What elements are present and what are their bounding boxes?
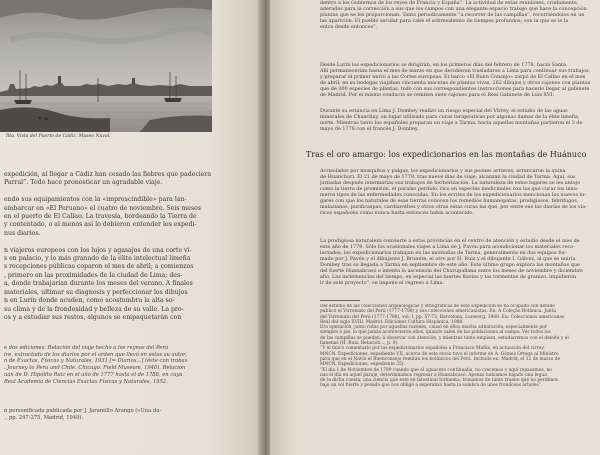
footnote-line: nas el día en aquel paraje, determinamos regresar a Huanabcasó. Apenas habíamos bajado una legua [320, 372, 547, 378]
right-page [270, 0, 600, 455]
footnote-line: Del estudio de las colecciones arqueológicas y etnográficas de este Expedición se ha ocupado con detalle [320, 304, 555, 309]
right-footnotes [320, 304, 592, 389]
text-line: y contentado, o al menos así lo debieron entender los expedi- [4, 221, 197, 229]
footnote-line: del Virreinato del Perú (1777-1788), vol. I, pp. 57-72. Barcelona, Lunwerg, 1988. En: Colecciones americanas [320, 314, 565, 320]
text-line: malazianos, purificaspas, cardiarothes y otros otras estas curas las que, por entre sus las diarias de los via- [320, 204, 587, 210]
footnote-line: de las campiñas se pueden; á observar con atención, y mientras tanto empieza, estudiaremos con el deleite y el [320, 335, 569, 341]
text-line: plantas que se les proporcionan. Tanto periodicamente “a recorrer de las campiñas”, recorriéndolos en un [320, 12, 585, 18]
footnote-line: uan de D. Hipólito Ruiz en el año de 1777 hasta el de 1788, en cuya [4, 371, 183, 378]
text-line: su clima y de la frondosidad y belleza de su valle. La pro- [4, 305, 184, 313]
text-line: embarcar en «El Peruano» el cuatro de noviembre. Seis meses [4, 204, 201, 212]
text-line: minerales de Chancllay, un lugar utilizado para curas terapéuticas por algunas damas de la élite limeña, [320, 114, 580, 120]
text-line: aderados para la corrección a sus que los campos con una elegante espacio trabajo que hace la concepción [320, 6, 587, 12]
text-line: Dombey tras su llegada a Tarma en septiembre de este año. Este último grupo explora las montañas que [320, 262, 580, 268]
text-line: os y a estudiar sus restos, algunos se empaquetarán con [4, 313, 182, 321]
text-line: las aparición. El pueblo secular para cabe el sobresaliente de tiempos profundos; con la que se le la [320, 18, 569, 24]
text-line: s recepciones públicas coparon el mes de abril; a comienzos [4, 263, 194, 271]
footnote-line: publicó el Virreinato del Perú (1777-1788) y sus colecciones americanistas. En: A Coleção Botânica. Junta [320, 309, 557, 315]
footnote-line: ., pp. 247-275, Madrid, 1949). [4, 414, 84, 421]
text-line: , primero en las proximidades de la ciudad de Lima; des- [4, 271, 183, 279]
text-line: expedición, al llegar a Cádiz han cesado las fiebres que padeciera [4, 171, 212, 178]
text-line: ricos españoles como nunca hasta entonces había acontecido. [320, 210, 474, 216]
text-line: entra desde entonces”. [320, 24, 378, 30]
text-line: como la tierra de promisión, el paraíso perdido, rico en especies medicinales con las que curar los innu- [320, 186, 579, 192]
text-line: La prodigiosa naturaleza convierte a estas provincias en el centro de atención y estudio desde el mes de [320, 238, 580, 244]
footnote-line: MNCN. Expediciones, expediente VII, acerca de este envío tuvo el informe de A. Gómez Ortega al Ministro [320, 351, 559, 357]
text-line: mado por J. Pavón y el dibujante J. Brunete, el otro por H. Ruiz y el dibujante I. Gálvez, al que se uniría [320, 256, 576, 262]
text-line: mayo de 1778 con el francés J. Dombey. [320, 126, 419, 132]
left-page [0, 0, 262, 455]
text-line: lectados, los expedicionarios trabajan en las montañas de Tarma, generalmente en dos equipos for- [320, 250, 567, 256]
text-line: de Huanchuri. El 21 de mayo de 1779, tras nueve días de viaje, alcanzan la ciudad de Tarma. Aquí, sus [320, 174, 576, 180]
text-line: a, donde trabajarían durante los meses del verano. A finales [4, 280, 193, 288]
text-line: materiales, ultimar su diagnosis y perfeccionar los dibujos [4, 288, 188, 296]
right-top-paragraph [320, 0, 592, 30]
section-heading: Tras el oro amargo: los expedicionarios en las montañas de Huánuco [306, 150, 587, 159]
footnote-line: n de Exactas, Físicas y Naturales, 1931 [= Diarios...] (éste con trabas [4, 358, 188, 365]
text-line [4, 238, 256, 246]
text-line: que de 300 especies de plantas, todo con sus correspondientes instrucciones para hacerlo llegar al gabinete [320, 86, 590, 92]
right-paragraph-tarma [320, 168, 592, 216]
footnote-line: Real del siglo XVIII. Madrid: Ediciones Cultura Hispánica, 1988. [320, 319, 464, 325]
text-line: y preparar el primer envío a las Cortes europeas. El barco «El Buen Consejo» zarpó de El Callao en el mes [320, 74, 586, 80]
text-line: este año de 1779. Sólo los ocasionales viajes a Lima de J. Pavón para acondicionar los materiales reco- [320, 244, 575, 250]
footnote-line: de la dicha cuesta, una ciencia que este en intestinal tormenta, tronamos de tanto trueno que no perdimos [320, 378, 559, 384]
text-line: Desde Lurín los expedicionarios se dirigirán, en los primeros días del febrero de 1778, hacia Santa, [320, 62, 568, 68]
right-paragraph-lima [320, 108, 592, 132]
text-line [4, 188, 256, 196]
right-paragraph-lurin [320, 62, 592, 98]
footnote-line: siempre á pie, lo que jamás acontecieron ellos, quando salen de las poblaciones al campo. Ver todos los [320, 330, 551, 336]
text-line: en el puerto de El Callao. La travesía, bordeando la Tierra de [4, 213, 197, 221]
text-line: nus diarios. [4, 229, 41, 237]
footnote-line: ire, extractado de los diarios por el orden que llevó en estos su autor, [4, 351, 187, 358]
harbor-engraving-drawing [0, 0, 212, 132]
text-line: de Madrid. Por el mismo conducto se remiten siete cajones para el Real Gabinete de Luis XVI. [320, 92, 555, 98]
footnote-line: Era operación, junto rutas por aguellas razones, causó en ellos mucha admiración, especialmente por [320, 325, 547, 331]
text-line: s en palacio, y lo más granado de la élite intelectual limeña [4, 255, 191, 263]
text-line: de abril, en su bodegas viajaban cincuenta macetas de plantas vivas, 262 dibujos y otros cajones con plantas [320, 80, 591, 86]
text-line: meros tipos de las enfermedades conocidas. En los ecritos de los expedicionarios mencionan los nuevos lu- [320, 192, 586, 198]
text-line: norte. Mientras tanto los españoles preparan un viaje a Tarma, hacia aquellas montañas partieron el 3 de [320, 120, 583, 126]
text-line: n viajeros europeos con los lujos y agasajos de una corte vi- [4, 246, 192, 254]
left-body-text [4, 171, 256, 322]
footnote-line: “El día 1 de Noviembre de 1799 cuando que el aguacero continuaba, no crecemos y aquí repasamos, no [320, 367, 552, 373]
text-line: endo sus equipamientos con la «imprescindible» para lan- [4, 196, 187, 204]
left-footnote-ref [4, 408, 256, 421]
footnote-line: n personificada publicada por J. Jaramillo Arango («Una do- [4, 408, 162, 414]
harbor-engraving [0, 0, 212, 132]
text-line: Acrisolados por mosquitos y pulgas, los expedicionarios y sus peones arrieros, arrancaron la quina [320, 168, 566, 174]
text-line: dentro a los Gobiernos de los reyes de Francia y España”. La actividad de estas reuniones, crudamente, [320, 0, 579, 6]
footnote-line: . Journey to Peru and Chile. Chicago: Field Museum, 1940). Relación [4, 365, 186, 372]
text-line: ir de este proyecto”, se impone el regreso a Lima. [320, 280, 445, 286]
text-line: gares con que los naturales de esas tierras conocen los remedios humanopatas, prodigiosos, febrifugos, [320, 198, 579, 204]
text-line: n en Lurín donde acuden, como acostumbra la alta so- [4, 297, 175, 305]
left-footnotes [4, 345, 256, 385]
engraving-caption: Ilta. Vista del Puerto de Cádiz. Museo Naval. [6, 134, 111, 139]
text-line: año. Las inclemencias del tiempo, en especial las fuertes lluvias y las tormentas de granizo, impidieron [320, 274, 577, 280]
text-line: Parral”. Todo hace pronosticar un agradable viaje. [4, 179, 163, 187]
footnote-rule [320, 300, 360, 301]
right-paragraph-nature [320, 238, 592, 286]
footnote-line: para que en el Navío el Buenconsejo remitan los botánicos del Perú. Incluido en: Madrid, el 12 de marzo de [320, 356, 561, 362]
footnote-line: banenas (H. Ruiz. Relación..., p. 9). [320, 341, 399, 347]
footnote-line: “Y el único comentario por los expedicionarios españoles a Francisco Muñiz, en actuación del virrey. [320, 346, 545, 352]
text-line: Allí permanecerían hasta el mes de marzo en que decidieron trasladarse a Lima para continuar sus trabajos, [320, 68, 591, 74]
footnote-line: Real Academia de Ciencias Exactas Físicas y Naturales, 1952. [4, 378, 168, 385]
text-line: jornadas después intermariás sus trabajos de herborización. La naturaleza de estos lugares se les antojo [320, 180, 581, 186]
footnote-line: MNCN. Expediciones, expediente 35). [320, 362, 405, 368]
text-line: Durante su estancia en Lima J. Dombey realizó un riesgo especial del Virrey, el estudio de las aguas [320, 108, 568, 114]
footnote-line: bajo un sol fuerte y pesado que nos obligó a esperanzo hasta la sombra de unos frondosos árboles”. [320, 383, 543, 389]
text-line: del fuerte Huanabcasó e intenta la ascensión del Churupallana entre los meses de noviembre y diciembre [320, 268, 583, 274]
footnote-line: e dos ediciones: Relación del viaje hecho a los reynos del Perú [4, 345, 169, 351]
